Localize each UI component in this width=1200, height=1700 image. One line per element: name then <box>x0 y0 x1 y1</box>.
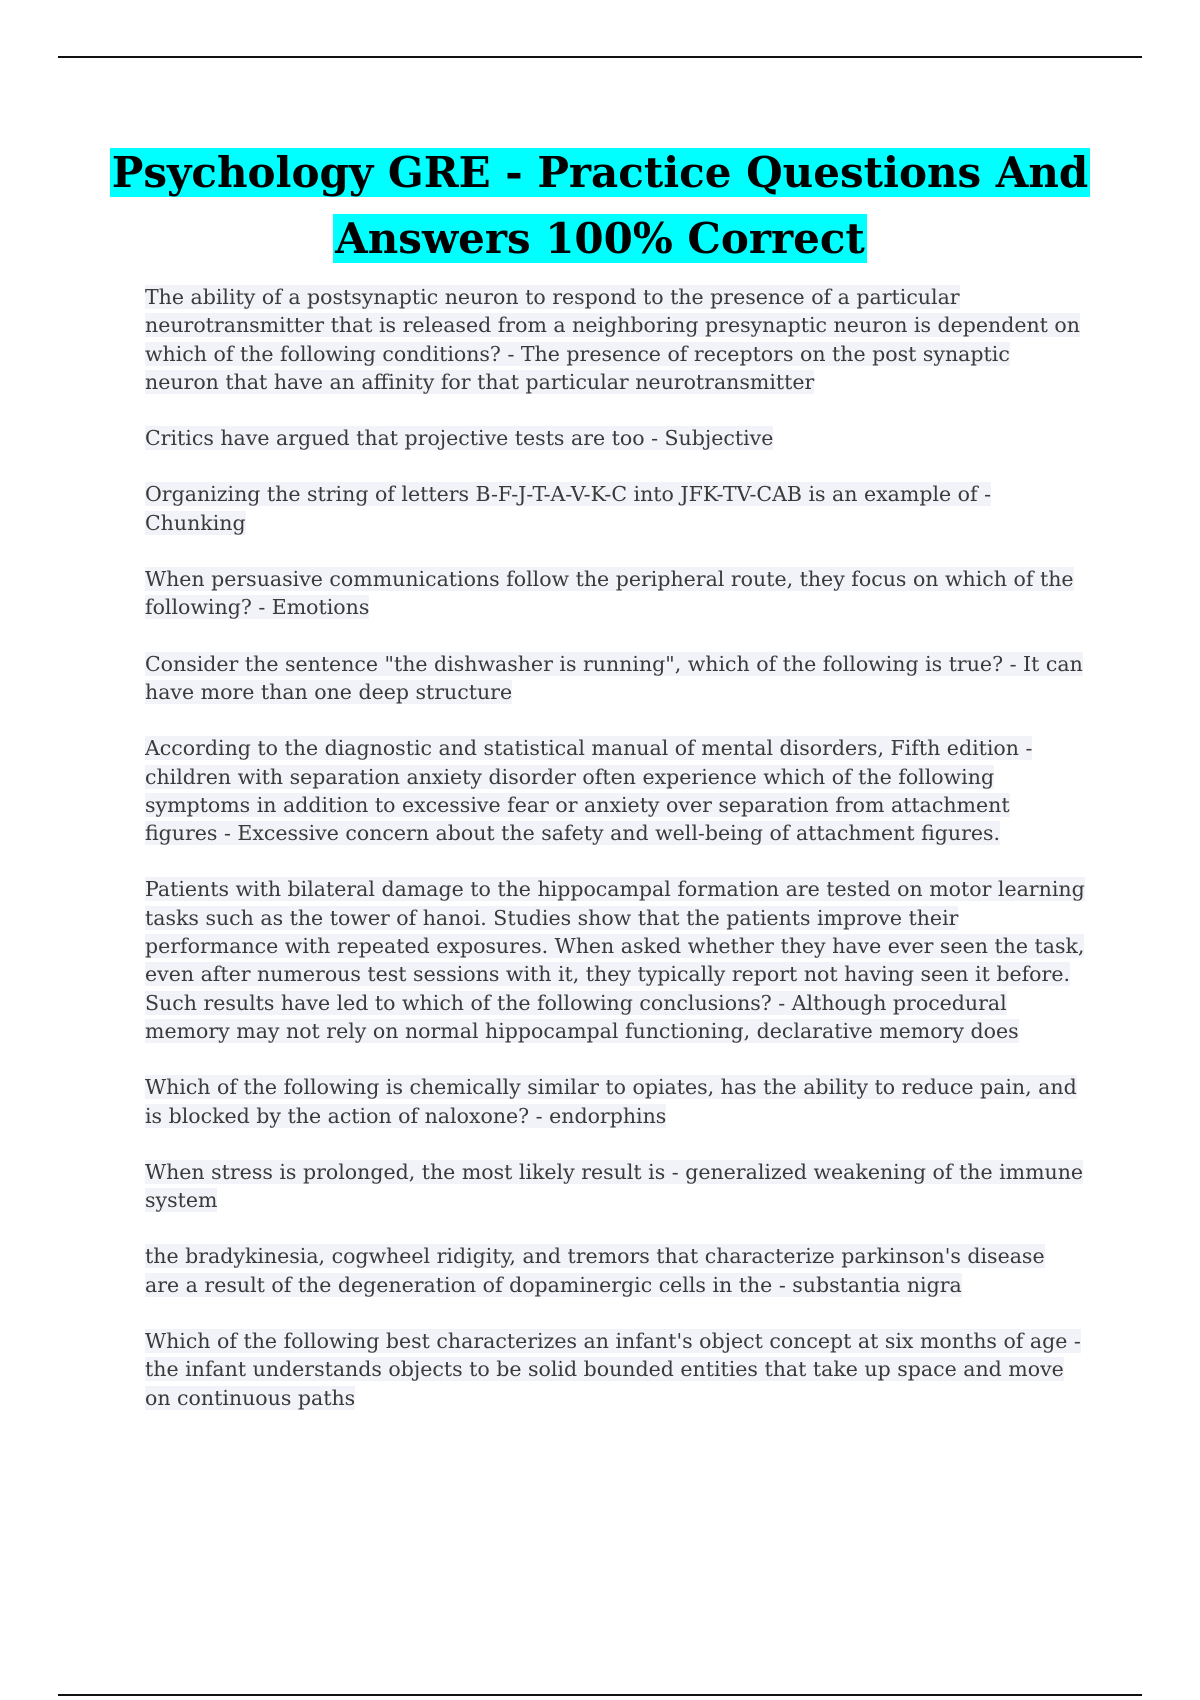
qa-item <box>145 565 1085 622</box>
qa-text: When stress is prolonged, the most likely result is - generalized weakening of the immune system <box>145 1159 1084 1213</box>
qa-item <box>145 1158 1085 1215</box>
qa-text: When persuasive communications follow the peripheral route, they focus on which of the following? - Emotions <box>145 567 1074 620</box>
qa-item <box>145 1242 1085 1299</box>
qa-text: Patients with bilateral damage to the hippocampal formation are tested on motor learning tasks such as the tower of hanoi. Studies show that the patients improve their performance with repeated exposures. When asked whether they have ever seen the task, even after numerous test sessions with it, they typically report not having seen it before. Such results have led to which of the following conclusions? - Although procedural memory may not rely on normal hippocampal functioning, declarative memory does <box>145 877 1085 1043</box>
bottom-rule <box>58 1694 1142 1696</box>
qa-text: Organizing the string of letters B-F-J-T-A-V-K-C into JFK-TV-CAB is an example of - Chunking <box>145 482 992 535</box>
qa-item <box>145 650 1085 707</box>
qa-text: Consider the sentence "the dishwasher is running", which of the following is true? - It can have more than one deep structure <box>145 651 1083 704</box>
qa-item <box>145 1073 1085 1130</box>
qa-item <box>145 480 1085 537</box>
qa-text: Critics have argued that projective tests are too - Subjective <box>145 426 774 451</box>
qa-item <box>145 1327 1085 1412</box>
qa-item <box>145 424 1085 452</box>
qa-item <box>145 283 1085 396</box>
qa-item <box>145 875 1085 1045</box>
top-rule <box>58 56 1142 58</box>
qa-text: According to the diagnostic and statistical manual of mental disorders, Fifth edition - children with separation anxiety disorder often experience which of the following symptoms in addition to excessive fear or anxiety over separation from attachment figures - Excessive concern about the safety and well-being of attachment figures. <box>145 736 1033 846</box>
qa-text: Which of the following best characterizes an infant's object concept at six months of age - the infant understands objects to be solid bounded entities that take up space and move on continuous paths <box>145 1329 1081 1410</box>
qa-text: The ability of a postsynaptic neuron to respond to the presence of a particular neurotransmitter that is released from a neighboring presynaptic neuron is dependent on which of the following conditions? - The presence of receptors on the post synaptic neuron that have an affinity for that particular neurotransmitter <box>145 285 1080 394</box>
title-block <box>100 144 1100 276</box>
qa-item <box>145 734 1085 847</box>
qa-text: the bradykinesia, cogwheel ridigity, and tremors that characterize parkinson's disease are a result of the degeneration of dopaminergic cells in the - substantia nigra <box>145 1244 1045 1297</box>
qa-list <box>145 283 1085 1440</box>
document-title: Psychology GRE - Practice Questions And Answers 100% Correct <box>111 148 1089 263</box>
qa-text: Which of the following is chemically similar to opiates, has the ability to reduce pain, and is blocked by the action of naloxone? - endorphins <box>145 1075 1077 1128</box>
